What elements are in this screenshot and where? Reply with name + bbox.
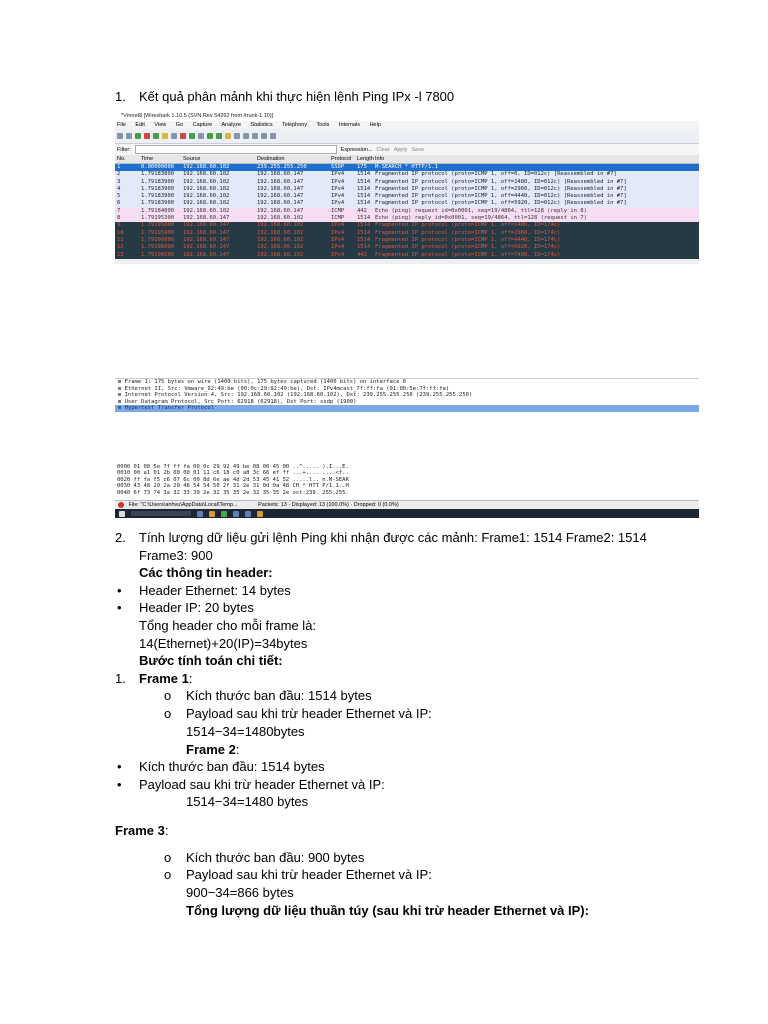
filter-expression-button[interactable]: Expression... bbox=[340, 146, 373, 153]
start-capture-icon[interactable] bbox=[135, 133, 141, 139]
packet-protocol: ICMP bbox=[331, 207, 345, 214]
section-2-line-1: Tính lượng dữ liệu gửi lệnh Ping khi nhận được các mảnh: Frame1: 1514 Frame2: 1514 bbox=[139, 530, 647, 545]
packet-no: 6 bbox=[117, 200, 121, 207]
frame-1-calc: 1514−34=1480bytes bbox=[186, 724, 305, 739]
packet-destination: 192.168.60.147 bbox=[257, 171, 304, 178]
frame-3-size: Kích thước ban đầu: 900 bytes bbox=[186, 850, 365, 865]
packet-length: 442 bbox=[357, 207, 367, 214]
frame-3-payload: Payload sau khi trừ header Ethernet và IP: bbox=[186, 867, 432, 882]
packet-row[interactable] bbox=[115, 215, 699, 222]
circle-marker: o bbox=[164, 706, 172, 721]
frame-1-number: 1. bbox=[115, 671, 126, 686]
packet-info: Echo (ping) reply id=0x0001, seq=19/4864, ttl=128 (request in 7) bbox=[375, 215, 587, 222]
packet-info: Fragmented IP protocol (proto=ICMP 1, off=7400, ID=174c) bbox=[375, 251, 561, 258]
menu-telephony[interactable]: Telephony bbox=[282, 122, 308, 128]
packet-row[interactable] bbox=[115, 200, 699, 207]
packet-row[interactable] bbox=[115, 164, 699, 171]
save-file-icon[interactable] bbox=[171, 133, 177, 139]
packet-source: 192.168.60.102 bbox=[183, 193, 230, 200]
windows-taskbar bbox=[115, 509, 699, 518]
packet-destination: 192.168.60.147 bbox=[257, 193, 304, 200]
packet-source: 192.168.60.147 bbox=[183, 215, 230, 222]
packet-no: 5 bbox=[117, 193, 121, 200]
taskbar-search-box[interactable] bbox=[131, 511, 191, 516]
packet-source: 192.168.60.102 bbox=[183, 171, 230, 178]
wireshark-packet-details-screenshot bbox=[115, 378, 699, 421]
packet-row[interactable] bbox=[115, 171, 699, 178]
col-time[interactable]: Time bbox=[141, 156, 154, 162]
packet-no: 4 bbox=[117, 185, 121, 192]
packet-protocol: IPv4 bbox=[331, 200, 345, 207]
packet-destination: 192.168.60.147 bbox=[257, 185, 304, 192]
open-file-icon[interactable] bbox=[162, 133, 168, 139]
packet-no: 8 bbox=[117, 215, 121, 222]
filter-save-button[interactable]: Save bbox=[411, 146, 425, 153]
packet-source: 192.168.60.102 bbox=[183, 185, 230, 192]
packet-length: 1514 bbox=[357, 244, 371, 251]
packet-length: 1514 bbox=[357, 185, 371, 192]
packet-destination: 239.255.255.250 bbox=[257, 164, 307, 170]
frame-1-label: Frame 1 bbox=[139, 671, 189, 686]
packet-destination: 192.168.60.102 bbox=[257, 222, 304, 229]
section-1-heading: Kết quả phân mảnh khi thực hiện lệnh Ping IPx -l 7800 bbox=[139, 89, 455, 104]
packet-protocol: IPv4 bbox=[331, 222, 345, 229]
packet-row[interactable] bbox=[115, 186, 699, 193]
total-data-heading: Tổng lượng dữ liệu thuần túy (sau khi trừ header Ethernet và IP): bbox=[186, 903, 589, 918]
wireshark-menu-bar bbox=[115, 121, 699, 129]
frame-1-colon: : bbox=[188, 671, 193, 686]
menu-go[interactable]: Go bbox=[175, 122, 184, 128]
total-header-text: Tổng header cho mỗi frame là: bbox=[139, 618, 317, 633]
menu-tools[interactable]: Tools bbox=[316, 122, 330, 128]
packet-row[interactable] bbox=[115, 252, 699, 259]
packet-protocol: ICMP bbox=[331, 215, 345, 222]
packet-protocol: IPv4 bbox=[331, 171, 345, 178]
packet-protocol: IPv4 bbox=[331, 251, 345, 258]
packet-length: 1514 bbox=[357, 171, 371, 178]
packet-protocol: IPv4 bbox=[331, 193, 345, 200]
packet-source: 192.168.60.102 bbox=[183, 164, 230, 170]
packet-time: 1.79196000 bbox=[141, 236, 175, 243]
wireshark-hex-dump-screenshot bbox=[115, 464, 699, 518]
packet-info: Fragmented IP protocol (proto=ICMP 1, off=4440, ID=012c) [Reassembled in #7] bbox=[375, 193, 627, 200]
packet-protocol: IPv4 bbox=[331, 244, 345, 251]
wireshark-taskbar-icon[interactable] bbox=[245, 511, 251, 517]
packet-info: M-SEARCH * HTTP/1.1 bbox=[375, 164, 438, 170]
packet-length: 1514 bbox=[357, 229, 371, 236]
packet-no: 2 bbox=[117, 171, 121, 178]
packet-source: 192.168.60.102 bbox=[183, 178, 230, 185]
bullet-marker: • bbox=[117, 600, 122, 615]
menu-help[interactable]: Help bbox=[369, 122, 381, 128]
packet-length: 1514 bbox=[357, 215, 371, 222]
zoom-out-icon[interactable] bbox=[252, 133, 258, 139]
stop-capture-icon[interactable] bbox=[144, 133, 150, 139]
detail-http[interactable]: ⊞ Hypertext Transfer Protocol bbox=[115, 405, 699, 412]
packet-info: Fragmented IP protocol (proto=ICMP 1, off=2960, ID=012c) [Reassembled in #7] bbox=[375, 185, 627, 192]
packet-protocol: IPv4 bbox=[331, 185, 345, 192]
task-view-icon[interactable] bbox=[197, 511, 203, 517]
app-icon[interactable] bbox=[257, 511, 263, 517]
col-destination[interactable]: Destination bbox=[257, 156, 285, 162]
frame-2-label: Frame 2 bbox=[186, 742, 236, 757]
packet-info: Fragmented IP protocol (proto=ICMP 1, off=0, ID=012c) [Reassembled in #7] bbox=[375, 171, 617, 178]
go-to-packet-icon[interactable] bbox=[225, 133, 231, 139]
packet-time: 1.79184000 bbox=[141, 207, 175, 214]
packet-destination: 192.168.60.147 bbox=[257, 200, 304, 207]
packet-protocol: IPv4 bbox=[331, 229, 345, 236]
header-info-heading: Các thông tin header: bbox=[139, 565, 273, 580]
packet-destination: 192.168.60.102 bbox=[257, 251, 304, 258]
packet-row[interactable] bbox=[115, 244, 699, 251]
packet-length: 1514 bbox=[357, 178, 371, 185]
packet-no: 7 bbox=[117, 207, 121, 214]
frame-3-colon: : bbox=[164, 823, 169, 838]
col-info[interactable]: Info bbox=[375, 156, 385, 162]
menu-internals[interactable]: Internals bbox=[338, 122, 361, 128]
detail-ethernet[interactable]: ⊞ Ethernet II, Src: Vmware_92:49:be (00:0c:29:92:49:be), Dst: IPv4mcast_7f:ff:fa (01:00:5e:7f:ff:fa) bbox=[118, 385, 450, 392]
status-packets: Packets: 13 · Displayed: 13 (100.0%) · Dropped: 0 (0.0%) bbox=[258, 502, 399, 508]
frame-2-payload: Payload sau khi trừ header Ethernet và IP: bbox=[139, 777, 385, 792]
col-no[interactable]: No. bbox=[117, 156, 126, 162]
menu-view[interactable]: View bbox=[154, 122, 167, 128]
header-ip-item: Header IP: 20 bytes bbox=[139, 600, 254, 615]
packet-time: 1.79183900 bbox=[141, 185, 175, 192]
browser-icon[interactable] bbox=[221, 511, 227, 517]
packet-source: 192.168.60.147 bbox=[183, 222, 230, 229]
detail-steps-heading: Bước tính toán chi tiết: bbox=[139, 653, 283, 668]
packet-info: Fragmented IP protocol (proto=ICMP 1, off=4440, ID=174c) bbox=[375, 236, 561, 243]
capture-status-icon bbox=[118, 502, 124, 508]
section-2-number: 2. bbox=[115, 530, 126, 545]
packet-protocol: SSDP bbox=[331, 164, 345, 170]
wireshark-toolbar bbox=[115, 129, 699, 144]
wireshark-window-title: *Vmnet8 [Wireshark 1.10.5 (SVN Rev 54262 from /trunk-1.10)] bbox=[115, 112, 699, 121]
packet-row[interactable] bbox=[115, 222, 699, 229]
go-back-icon[interactable] bbox=[207, 133, 213, 139]
packet-info: Fragmented IP protocol (proto=ICMP 1, off=5920, ID=012c) [Reassembled in #7] bbox=[375, 200, 627, 207]
colorize-icon[interactable] bbox=[234, 133, 240, 139]
options-icon[interactable] bbox=[126, 133, 132, 139]
packet-info: Fragmented IP protocol (proto=ICMP 1, off=1480, ID=012c) [Reassembled in #7] bbox=[375, 178, 627, 185]
frame-1-size: Kích thước ban đầu: 1514 bytes bbox=[186, 688, 372, 703]
hex-line: 0010 00 a1 01 2b 00 00 01 11 c6 18 c0 a8 3c 66 ef ff ...+.... ....<f.. bbox=[117, 470, 349, 477]
interfaces-icon[interactable] bbox=[117, 133, 123, 139]
reload-icon[interactable] bbox=[189, 133, 195, 139]
packet-length: 1514 bbox=[357, 193, 371, 200]
packet-length: 1514 bbox=[357, 200, 371, 207]
file-explorer-icon[interactable] bbox=[209, 511, 215, 517]
packet-source: 192.168.60.147 bbox=[183, 244, 230, 251]
packet-source: 192.168.60.147 bbox=[183, 251, 230, 258]
menu-analyze[interactable]: Analyze bbox=[221, 122, 242, 128]
packet-info: Fragmented IP protocol (proto=ICMP 1, off=2960, ID=174c) bbox=[375, 229, 561, 236]
frame-2-size: Kích thước ban đầu: 1514 bytes bbox=[139, 759, 325, 774]
menu-statistics[interactable]: Statistics bbox=[250, 122, 273, 128]
col-length[interactable]: Length bbox=[357, 156, 374, 162]
packet-no: 3 bbox=[117, 178, 121, 185]
packet-length: 1514 bbox=[357, 236, 371, 243]
packet-source: 192.168.60.147 bbox=[183, 229, 230, 236]
detail-udp[interactable]: ⊞ User Datagram Protocol, Src Port: 62918 (62918), Dst Port: ssdp (1900) bbox=[118, 398, 357, 405]
packet-time: 1.79183800 bbox=[141, 171, 175, 178]
packet-row[interactable] bbox=[115, 237, 699, 244]
packet-protocol: IPv4 bbox=[331, 178, 345, 185]
frame-1-heading bbox=[139, 670, 193, 688]
resize-columns-icon[interactable] bbox=[270, 133, 276, 139]
frame-1-payload: Payload sau khi trừ header Ethernet và IP: bbox=[186, 706, 432, 721]
packet-destination: 192.168.60.102 bbox=[257, 215, 304, 222]
filter-label: Filter: bbox=[117, 146, 131, 153]
wireshark-packet-list-screenshot bbox=[115, 112, 699, 264]
frame-2-calc: 1514−34=1480 bytes bbox=[186, 794, 309, 809]
frame-3-calc: 900−34=866 bytes bbox=[186, 885, 294, 900]
packet-destination: 192.168.60.102 bbox=[257, 236, 304, 243]
restart-capture-icon[interactable] bbox=[153, 133, 159, 139]
packet-row[interactable] bbox=[115, 179, 699, 186]
hex-line: 0000 01 00 5e 7f ff fa 00 0c 29 92 49 be 08 00 45 00 ..^..... ).I...E. bbox=[117, 464, 349, 470]
find-icon[interactable] bbox=[198, 133, 204, 139]
frame-3-heading bbox=[115, 822, 169, 840]
packet-destination: 192.168.60.102 bbox=[257, 244, 304, 251]
menu-edit[interactable]: Edit bbox=[135, 122, 145, 128]
packet-length: 175 bbox=[357, 164, 367, 170]
detail-frame[interactable]: ⊞ Frame 1: 175 bytes on wire (1400 bits), 175 bytes captured (1400 bits) on interface 0 bbox=[118, 379, 407, 385]
packet-no: 11 bbox=[117, 236, 124, 243]
packet-time: 1.79183900 bbox=[141, 193, 175, 200]
packet-length: 442 bbox=[357, 251, 367, 258]
packet-destination: 192.168.60.102 bbox=[257, 229, 304, 236]
packet-length: 1514 bbox=[357, 222, 371, 229]
zoom-in-icon[interactable] bbox=[243, 133, 249, 139]
hex-line: 0030 43 48 20 2a 20 48 54 54 50 2f 31 2e 31 0d 0a 48 CH * HTT P/1.1..H bbox=[117, 483, 349, 490]
app-icon[interactable] bbox=[233, 511, 239, 517]
normal-size-icon[interactable] bbox=[261, 133, 267, 139]
packet-time: 1.79196500 bbox=[141, 251, 175, 258]
packet-row[interactable] bbox=[115, 208, 699, 215]
filter-input[interactable] bbox=[135, 145, 337, 154]
packet-time: 0.00000000 bbox=[141, 164, 175, 170]
filter-clear-button[interactable]: Clear bbox=[376, 146, 390, 153]
start-menu-icon[interactable] bbox=[119, 511, 125, 517]
col-source[interactable]: Source bbox=[183, 156, 201, 162]
packet-info: Fragmented IP protocol (proto=ICMP 1, off=5920, ID=174c) bbox=[375, 244, 561, 251]
packet-source: 192.168.60.102 bbox=[183, 200, 230, 207]
total-header-formula: 14(Ethernet)+20(IP)=34bytes bbox=[139, 636, 308, 651]
section-2-line-2: Frame3: 900 bbox=[139, 548, 213, 563]
packet-row[interactable] bbox=[115, 230, 699, 237]
detail-ip[interactable]: ⊞ Internet Protocol Version 4, Src: 192.168.60.102 (192.168.60.102), Dst: 239.255.255.250 (239.255.255.250) bbox=[118, 392, 473, 399]
col-protocol[interactable]: Protocol bbox=[331, 156, 352, 162]
frame-3-label: Frame 3 bbox=[115, 823, 165, 838]
packet-info: Fragmented IP protocol (proto=ICMP 1, off=1480, ID=174c) bbox=[375, 222, 561, 229]
packet-source: 192.168.60.102 bbox=[183, 207, 230, 214]
packet-protocol: IPv4 bbox=[331, 236, 345, 243]
packet-time: 1.79195300 bbox=[141, 215, 175, 222]
hex-line: 0020 ff fa f5 c6 07 6c 00 8d 6e ae 4d 2d 53 45 41 52 .....l.. n.M-SEAR bbox=[117, 476, 349, 483]
packet-time: 1.79196000 bbox=[141, 244, 175, 251]
close-file-icon[interactable] bbox=[180, 133, 186, 139]
packet-list-header bbox=[115, 155, 699, 164]
packet-time: 1.79183900 bbox=[141, 178, 175, 185]
circle-marker: o bbox=[164, 850, 172, 865]
packet-no: 13 bbox=[117, 251, 124, 258]
status-file: File: "C:\Users\anhvu\AppData\Local\Temp... bbox=[128, 502, 238, 508]
frame-2-colon: : bbox=[235, 742, 240, 757]
packet-info: Echo (ping) request id=0x0001, seq=19/4864, ttl=128 (reply in 8) bbox=[375, 207, 587, 214]
packet-destination: 192.168.60.147 bbox=[257, 207, 304, 214]
bullet-marker: • bbox=[117, 583, 122, 598]
packet-time: 1.79195900 bbox=[141, 229, 175, 236]
menu-capture[interactable]: Capture bbox=[192, 122, 213, 128]
packet-list-rows bbox=[115, 164, 699, 259]
filter-apply-button[interactable]: Apply bbox=[393, 146, 408, 153]
circle-marker: o bbox=[164, 688, 172, 703]
packet-row[interactable] bbox=[115, 193, 699, 200]
circle-marker: o bbox=[164, 867, 172, 882]
menu-file[interactable]: File bbox=[117, 122, 126, 128]
hex-line: 0040 6f 73 74 3a 32 33 39 2e 32 35 35 2e 32 35 35 2e ost:239. 255.255. bbox=[117, 489, 349, 496]
packet-no: 12 bbox=[117, 244, 124, 251]
header-ethernet-item: Header Ethernet: 14 bytes bbox=[139, 583, 291, 598]
frame-2-heading bbox=[186, 741, 240, 759]
display-filter-bar bbox=[115, 144, 699, 155]
bullet-marker: • bbox=[117, 777, 122, 792]
packet-no: 9 bbox=[117, 222, 121, 229]
go-forward-icon[interactable] bbox=[216, 133, 222, 139]
section-1-number: 1. bbox=[115, 89, 126, 104]
packet-destination: 192.168.60.147 bbox=[257, 178, 304, 185]
bullet-marker: • bbox=[117, 759, 122, 774]
packet-no: 10 bbox=[117, 229, 124, 236]
packet-no: 1 bbox=[117, 164, 121, 170]
packet-time: 1.79183900 bbox=[141, 200, 175, 207]
packet-time: 1.79195800 bbox=[141, 222, 175, 229]
packet-source: 192.168.60.147 bbox=[183, 236, 230, 243]
